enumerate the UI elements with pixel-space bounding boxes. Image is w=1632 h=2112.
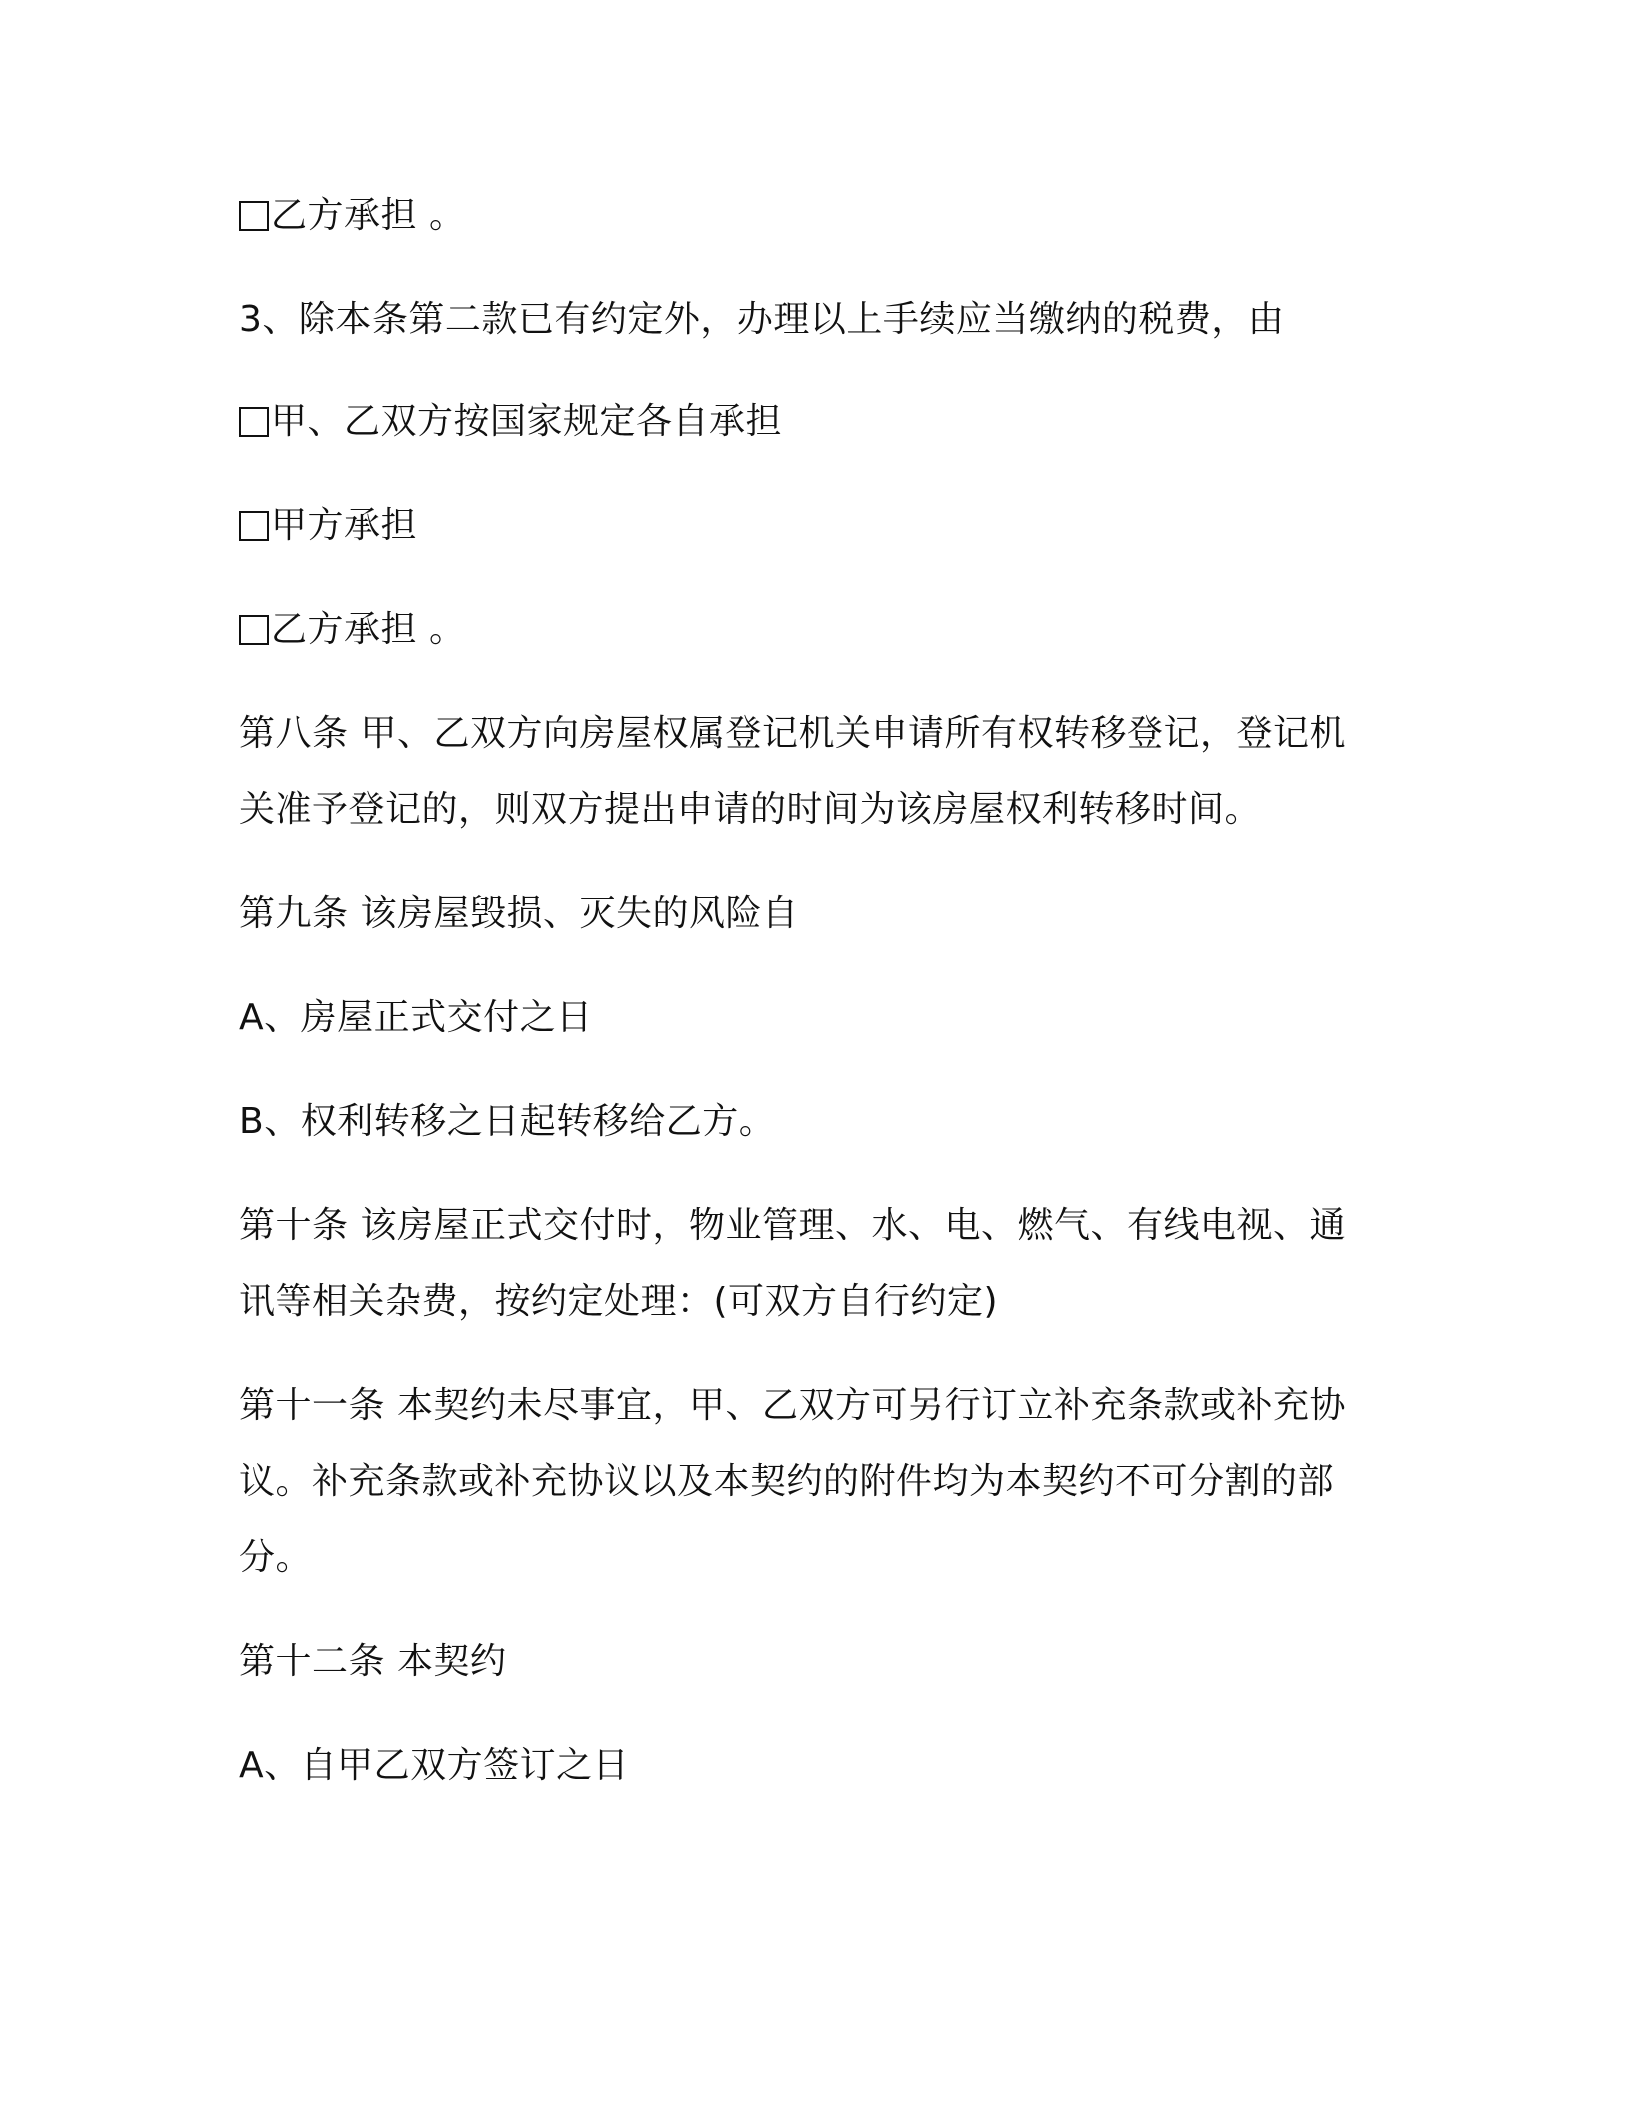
line-text: 甲方承担	[271, 505, 418, 546]
line-text: 甲、乙双方按国家规定各自承担	[271, 401, 783, 442]
clause-10-line-2	[239, 1280, 998, 1324]
line-text: 第十条 该房屋正式交付时，物业管理、水、电、燃气、有线电视、通	[239, 1205, 1346, 1246]
line-text: 分。	[239, 1537, 313, 1578]
line-text: A、房屋正式交付之日	[239, 997, 593, 1038]
line-text: 第十二条 本契约	[239, 1641, 507, 1682]
clause-11-line-1	[239, 1384, 1346, 1428]
clause-10-line-1	[239, 1204, 1346, 1248]
line-text: 3、除本条第二款已有约定外，办理以上手续应当缴纳的税费，由	[239, 299, 1285, 340]
option-line-party-b-bears-2	[239, 608, 465, 652]
line-text: 讯等相关杂费，按约定处理：(可双方自行约定)	[239, 1281, 999, 1322]
clause-9-line-1	[239, 892, 798, 936]
line-text: B、权利转移之日起转移给乙方。	[239, 1101, 776, 1142]
line-text: 第九条 该房屋毁损、灭失的风险自	[239, 893, 799, 934]
clause-7-item-3	[239, 298, 1284, 342]
line-text: A、自甲乙双方签订之日	[239, 1745, 630, 1786]
clause-9-option-a	[239, 996, 593, 1040]
option-line-party-b-bears-1	[239, 194, 465, 238]
clause-9-option-b	[239, 1100, 775, 1144]
line-text: 第八条 甲、乙双方向房屋权属登记机关申请所有权转移登记，登记机	[239, 713, 1346, 754]
option-line-party-a-bears	[239, 504, 417, 548]
checkbox-icon[interactable]	[239, 201, 269, 231]
line-text: 第十一条 本契约未尽事宜，甲、乙双方可另行订立补充条款或补充协	[239, 1385, 1346, 1426]
line-text: 议。补充条款或补充协议以及本契约的附件均为本契约不可分割的部	[239, 1461, 1335, 1502]
clause-12-line-1	[239, 1640, 506, 1684]
option-line-both-parties	[239, 400, 782, 444]
checkbox-icon[interactable]	[239, 511, 269, 541]
line-text: 乙方承担 。	[271, 195, 466, 236]
clause-8-line-1	[239, 712, 1346, 756]
checkbox-icon[interactable]	[239, 407, 269, 437]
line-text: 关准予登记的，则双方提出申请的时间为该房屋权利转移时间。	[239, 789, 1262, 830]
clause-12-option-a	[239, 1744, 629, 1788]
clause-8-line-2	[239, 788, 1261, 832]
clause-11-line-3	[239, 1536, 312, 1580]
clause-11-line-2	[239, 1460, 1334, 1504]
line-text: 乙方承担 。	[271, 609, 466, 650]
checkbox-icon[interactable]	[239, 615, 269, 645]
